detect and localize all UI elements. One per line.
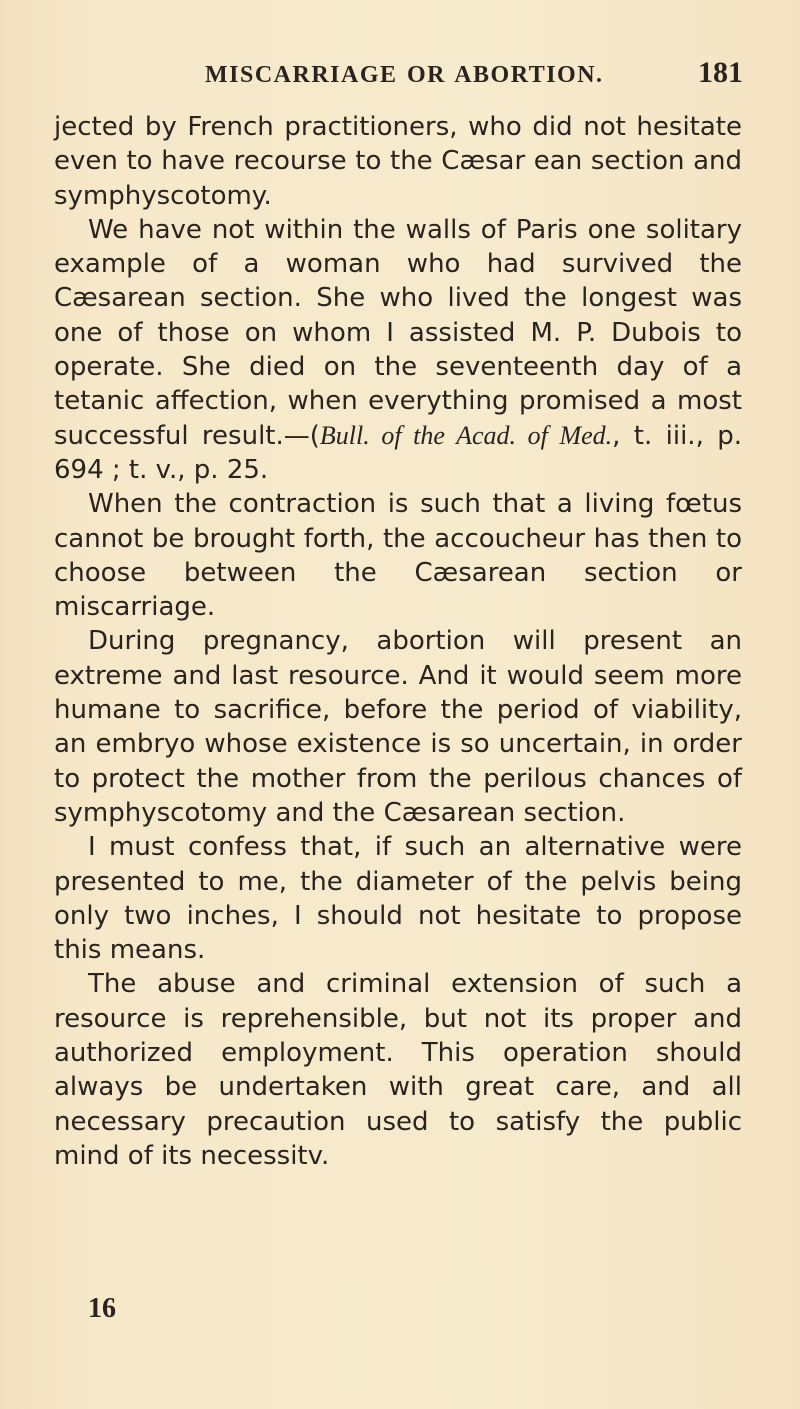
paragraph-4-text: During pregnancy, abortion will present an extreme and last resource. And it would seem more humane to sacrifice, before the period of viability, an embryo whose existence is so uncertain, in order to protect the mother from the perilous chances of symphyscotomy and the Cæsarean section.	[54, 626, 742, 828]
paragraph-5	[54, 830, 742, 967]
paragraph-3-text: When the contraction is such that a living fœtus cannot be brought forth, the accoucheur has then to choose between the Cæsarean section or miscarriage.	[54, 489, 742, 623]
signature-mark: 16	[88, 1293, 116, 1324]
page-number: 181	[698, 56, 743, 89]
citation-title: Bull. of the Acad. of Med.	[319, 420, 613, 450]
paragraph-5-text: I must confess that, if such an alternative were presented to me, the diameter of the pelvis being only two inches, I should not hesitate to propose this means.	[54, 832, 742, 966]
paragraph-1	[54, 110, 742, 213]
citation-details: , t. iii., p. 694 ; t. v., p. 25.	[54, 420, 742, 485]
running-head: MISCARRIAGE OR ABORTION.	[205, 62, 604, 88]
paragraph-1-text: jected by French practitioners, who did not hesitate even to have recourse to the Cæsar ean section and symphyscotomy.	[54, 112, 742, 211]
paragraph-2-text: We have not within the walls of Paris one solitary example of a woman who had survived the Cæsarean section. She who lived the longest was one of those on whom I assisted M. P. Dubois to operate. She died on the seventeenth day of a tetanic affection, when everything promised a most successful result.—(	[54, 214, 742, 451]
page-header	[205, 56, 743, 92]
paragraph-2	[54, 213, 742, 487]
body-text	[54, 110, 742, 1173]
paragraph-3	[54, 487, 742, 624]
paragraph-6-text: The abuse and criminal extension of such a resource is reprehensible, but not its proper and authorized employment. This operation should always be undertaken with great care, and all necessary precaution used to satisfy the public mind of its necessitv.	[54, 969, 742, 1171]
paragraph-4	[54, 624, 742, 830]
paragraph-6	[54, 967, 742, 1173]
